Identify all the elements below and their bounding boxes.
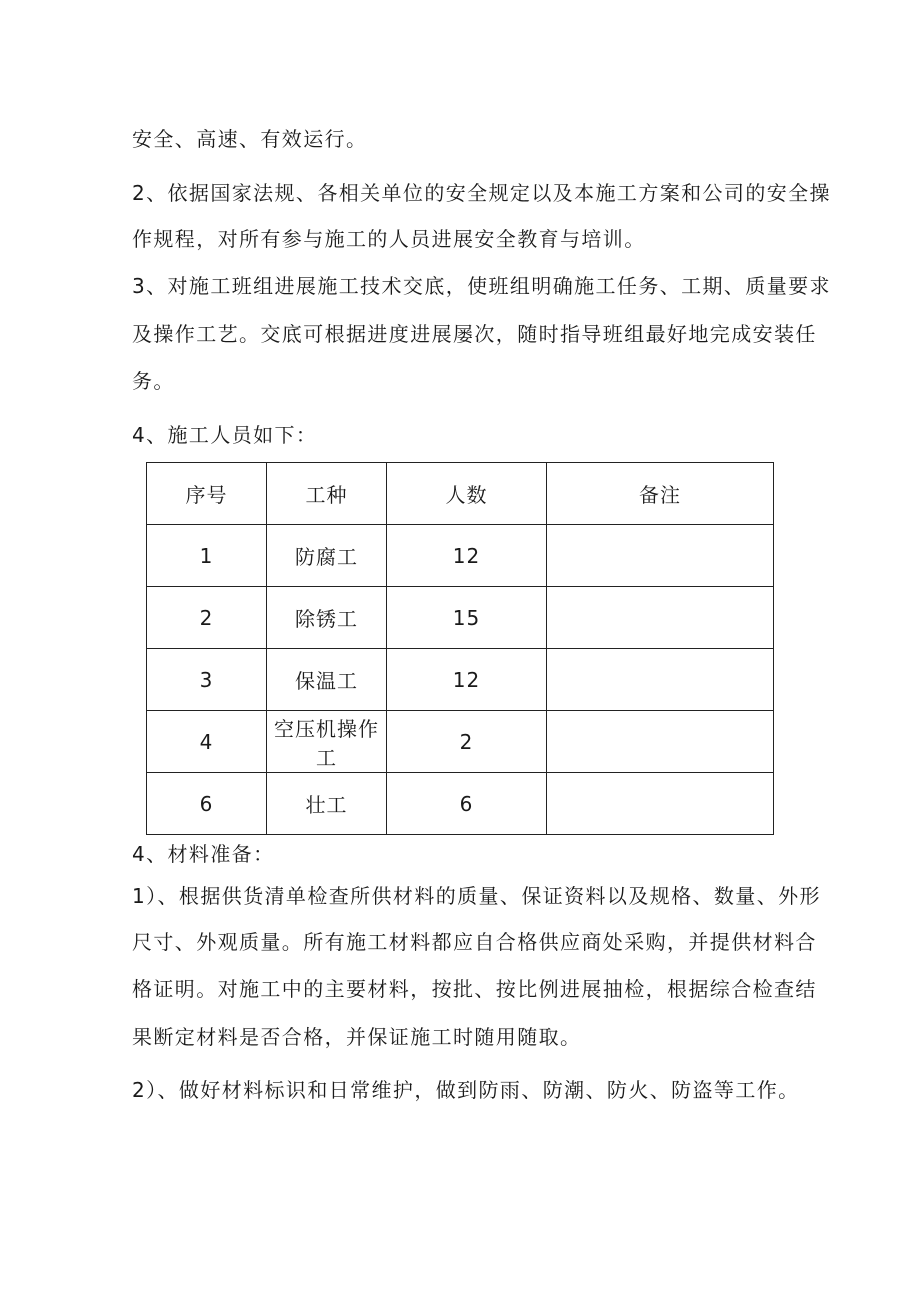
paragraph-line: 3、对施工班组进展施工技术交底，使班组明确施工任务、工期、质量要求 — [132, 274, 831, 298]
paragraph-line: 及操作工艺。交底可根据进度进展屡次，随时指导班组最好地完成安装任 — [132, 322, 817, 346]
cell-trade: 保温工 — [267, 649, 387, 711]
cell-index: 6 — [147, 773, 267, 835]
cell-index: 4 — [147, 711, 267, 773]
paragraph-line: 果断定材料是否合格，并保证施工时随用随取。 — [132, 1025, 582, 1049]
header-cell-count: 人数 — [387, 463, 547, 525]
table-row — [147, 525, 774, 587]
cell-remarks — [547, 525, 774, 587]
cell-remarks — [547, 649, 774, 711]
cell-trade: 壮工 — [267, 773, 387, 835]
paragraph-line: 2、依据国家法规、各相关单位的安全规定以及本施工方案和公司的安全操 — [132, 181, 831, 205]
paragraph-line: 4、材料准备： — [132, 842, 275, 866]
paragraph-line: 2）、做好材料标识和日常维护，做到防雨、防潮、防火、防盗等工作。 — [132, 1078, 800, 1102]
cell-remarks — [547, 711, 774, 773]
cell-trade: 防腐工 — [267, 525, 387, 587]
cell-index: 1 — [147, 525, 267, 587]
paragraph-line: 尺寸、外观质量。所有施工材料都应自合格供应商处采购，并提供材料合 — [132, 930, 817, 954]
cell-trade: 空压机操作工 — [267, 711, 387, 773]
cell-count: 12 — [387, 649, 547, 711]
paragraph-line: 4、施工人员如下： — [132, 423, 318, 447]
header-cell-trade: 工种 — [267, 463, 387, 525]
cell-remarks — [547, 587, 774, 649]
table-row — [147, 773, 774, 835]
cell-count: 15 — [387, 587, 547, 649]
paragraph-line: 作规程，对所有参与施工的人员进展安全教育与培训。 — [132, 227, 646, 251]
cell-count: 2 — [387, 711, 547, 773]
paragraph-line: 格证明。对施工中的主要材料，按批、按比例进展抽检，根据综合检查结 — [132, 977, 817, 1001]
table-row — [147, 587, 774, 649]
cell-index: 2 — [147, 587, 267, 649]
paragraph-line: 1）、根据供货清单检查所供材料的质量、保证资料以及规格、数量、外形 — [132, 884, 821, 908]
table-header-row — [147, 463, 774, 525]
cell-count: 12 — [387, 525, 547, 587]
table-row — [147, 649, 774, 711]
cell-count: 6 — [387, 773, 547, 835]
table-row — [147, 711, 774, 773]
paragraph-line: 务。 — [132, 369, 175, 393]
cell-index: 3 — [147, 649, 267, 711]
header-cell-remarks: 备注 — [547, 463, 774, 525]
header-cell-index: 序号 — [147, 463, 267, 525]
cell-remarks — [547, 773, 774, 835]
paragraph-line: 安全、高速、有效运行。 — [132, 127, 368, 151]
staff-table — [146, 462, 774, 835]
cell-trade: 除锈工 — [267, 587, 387, 649]
